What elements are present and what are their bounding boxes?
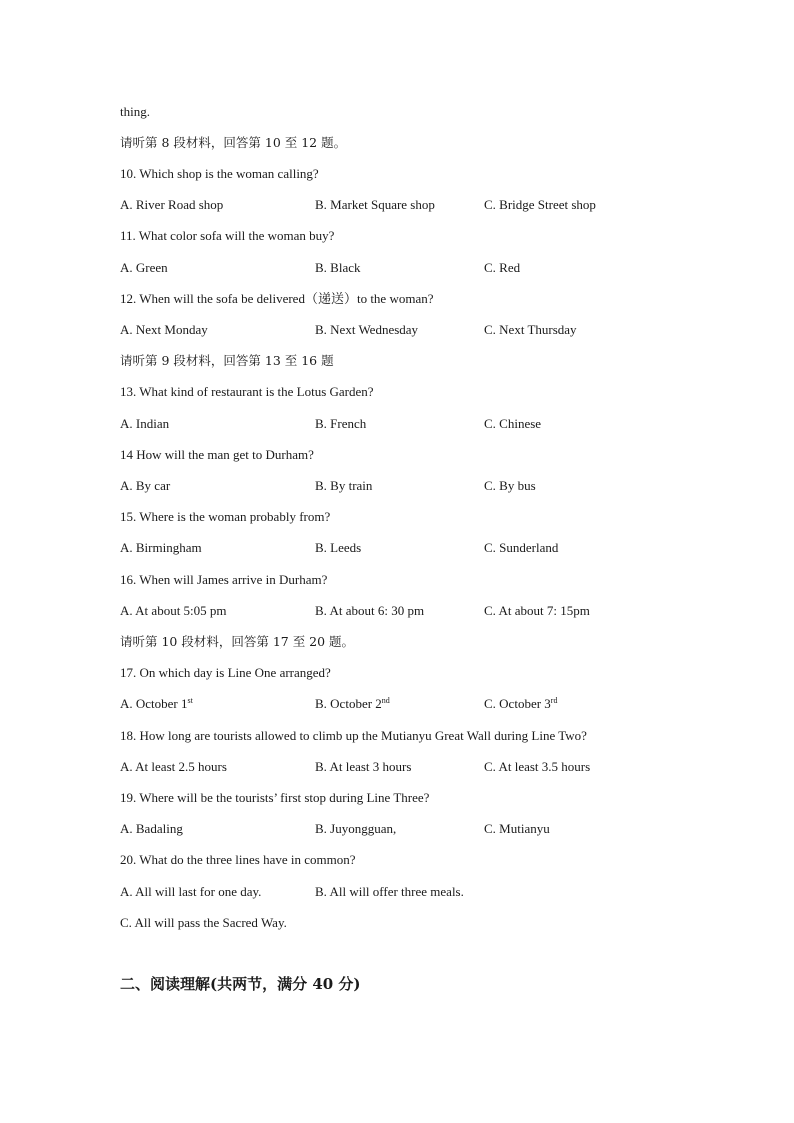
ordinal-suffix: rd (550, 696, 558, 705)
option-c: C. Red (484, 260, 521, 275)
option-b: B. Market Square shop (315, 197, 435, 212)
option-c: C. By bus (484, 478, 536, 493)
option-c (484, 696, 557, 712)
question-11: 11. What color sofa will the woman buy? (120, 228, 335, 243)
option-b: B. Juyongguan, (315, 821, 397, 836)
option-c: C. At least 3.5 hours (484, 759, 591, 774)
option-c: C. Bridge Street shop (484, 197, 596, 212)
option-c: C. Mutianyu (484, 821, 550, 836)
listening-instruction-8: 请听第 8 段材料，回答第 10 至 12 题。 (120, 135, 347, 150)
question-12: 12. When will the sofa be delivered（递送）to the woman? (120, 291, 434, 306)
option-c: C. At about 7: 15pm (484, 603, 590, 618)
question-18: 18. How long are tourists allowed to climb up the Mutianyu Great Wall during Line Two? (120, 728, 587, 743)
text-fragment: thing. (120, 104, 150, 119)
option-a: A. Badaling (120, 821, 183, 836)
option-b: B. By train (315, 478, 373, 493)
option-a: A. By car (120, 478, 171, 493)
option-a: A. Indian (120, 416, 170, 431)
option-a-text: A. October 1 (120, 696, 188, 711)
question-13: 13. What kind of restaurant is the Lotus Garden? (120, 384, 374, 399)
option-a: A. All will last for one day. (120, 884, 262, 899)
option-a: A. Next Monday (120, 322, 208, 337)
option-b-text: B. October 2 (315, 696, 382, 711)
option-c: C. Chinese (484, 416, 542, 431)
question-17: 17. On which day is Line One arranged? (120, 665, 331, 680)
option-b: B. Next Wednesday (315, 322, 419, 337)
question-16: 16. When will James arrive in Durham? (120, 572, 328, 587)
option-c-text: C. October 3 (484, 696, 551, 711)
ordinal-suffix: st (187, 696, 193, 705)
question-15: 15. Where is the woman probably from? (120, 509, 331, 524)
listening-instruction-10: 请听第 10 段材料，回答第 17 至 20 题。 (120, 634, 355, 649)
question-10: 10. Which shop is the woman calling? (120, 166, 319, 181)
option-a: A. River Road shop (120, 197, 224, 212)
question-19: 19. Where will be the tourists’ first stop during Line Three? (120, 790, 430, 805)
option-b: B. Leeds (315, 540, 362, 555)
section-heading: 二、阅读理解(共两节，满分 40 分) (120, 975, 361, 993)
option-a: A. Birmingham (120, 540, 202, 555)
listening-instruction-9: 请听第 9 段材料，回答第 13 至 16 题 (120, 353, 334, 368)
option-b: B. French (315, 416, 367, 431)
option-a: A. Green (120, 260, 168, 275)
option-a: A. At about 5:05 pm (120, 603, 227, 618)
option-b: B. At least 3 hours (315, 759, 412, 774)
option-b: B. Black (315, 260, 361, 275)
option-c: C. Next Thursday (484, 322, 577, 337)
ordinal-suffix: nd (381, 696, 390, 705)
option-c: C. Sunderland (484, 540, 559, 555)
option-b: B. All will offer three meals. (315, 884, 464, 899)
option-b: B. At about 6: 30 pm (315, 603, 425, 618)
option-a (120, 696, 193, 712)
option-a: A. At least 2.5 hours (120, 759, 227, 774)
question-14: 14 How will the man get to Durham? (120, 447, 314, 462)
question-20: 20. What do the three lines have in common? (120, 852, 356, 867)
option-c: C. All will pass the Sacred Way. (120, 915, 287, 930)
option-b (315, 696, 390, 712)
